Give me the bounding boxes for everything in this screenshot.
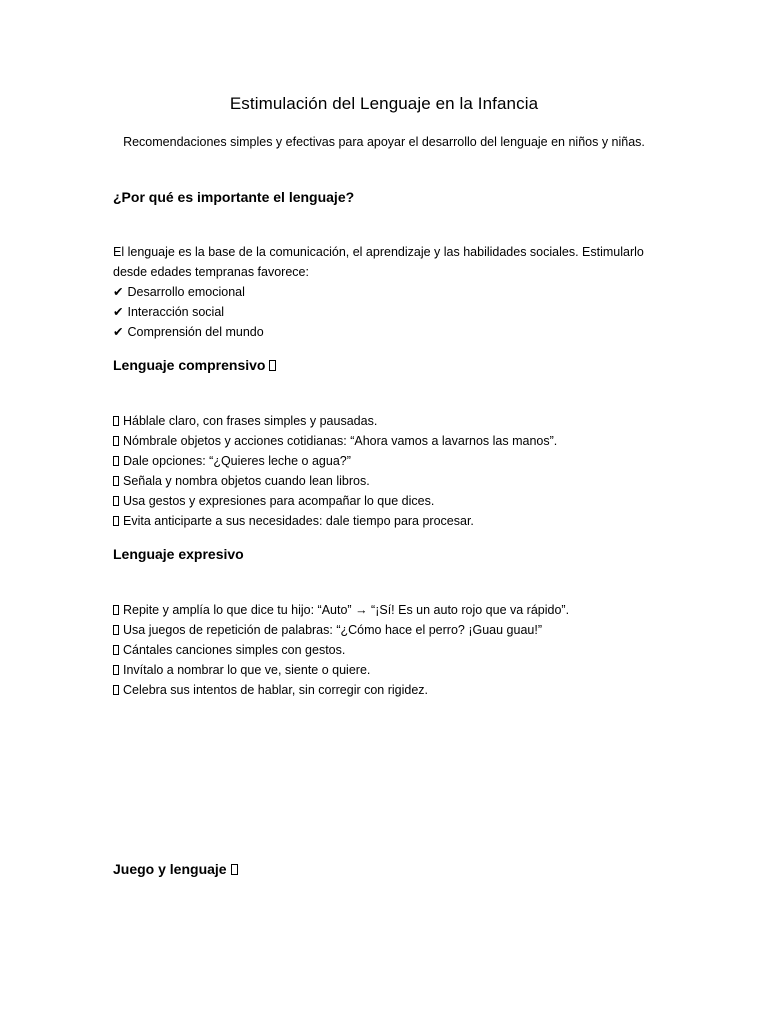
missing-emoji-icon xyxy=(113,605,119,615)
list-item: Usa juegos de repetición de palabras: “¿Cómo hace el perro? ¡Guau guau!” xyxy=(113,620,653,640)
checklist-item: ✔ Desarrollo emocional xyxy=(113,282,653,302)
missing-emoji-icon xyxy=(113,456,119,466)
section-importance-body xyxy=(113,242,653,342)
section-comprehension-list xyxy=(113,411,653,531)
checkmark-icon: ✔ xyxy=(113,285,124,299)
paragraph-line: desde edades tempranas favorece: xyxy=(113,265,309,279)
missing-emoji-icon xyxy=(231,864,238,875)
missing-emoji-icon xyxy=(113,496,119,506)
missing-emoji-icon xyxy=(269,360,276,371)
section-heading-comprehension: Lenguaje comprensivo xyxy=(113,357,276,373)
section-heading-expressive: Lenguaje expresivo xyxy=(113,546,244,562)
missing-emoji-icon xyxy=(113,645,119,655)
paragraph-line: El lenguaje es la base de la comunicación, el aprendizaje y las habilidades sociales. Estimularlo xyxy=(113,245,644,259)
list-item: Repite y amplía lo que dice tu hijo: “Auto” → “¡Sí! Es un auto rojo que va rápido”. xyxy=(113,600,653,620)
document-subtitle: Recomendaciones simples y efectivas para apoyar el desarrollo del lenguaje en niños y niñas. xyxy=(123,135,645,149)
checklist-item: ✔ Interacción social xyxy=(113,302,653,322)
list-item: Nómbrale objetos y acciones cotidianas: “Ahora vamos a lavarnos las manos”. xyxy=(113,431,653,451)
list-item: Celebra sus intentos de hablar, sin corregir con rigidez. xyxy=(113,680,653,700)
checkmark-icon: ✔ xyxy=(113,325,124,339)
missing-emoji-icon xyxy=(113,416,119,426)
section-heading-play: Juego y lenguaje xyxy=(113,861,238,877)
checkmark-icon: ✔ xyxy=(113,305,124,319)
list-item: Cántales canciones simples con gestos. xyxy=(113,640,653,660)
missing-emoji-icon xyxy=(113,665,119,675)
section-heading-importance: ¿Por qué es importante el lenguaje? xyxy=(113,189,355,205)
list-item: Invítalo a nombrar lo que ve, siente o quiere. xyxy=(113,660,653,680)
missing-emoji-icon xyxy=(113,436,119,446)
document-title: Estimulación del Lenguaje en la Infancia xyxy=(229,94,539,113)
missing-emoji-icon xyxy=(113,625,119,635)
missing-emoji-icon xyxy=(113,476,119,486)
list-item: Háblale claro, con frases simples y pausadas. xyxy=(113,411,653,431)
missing-emoji-icon xyxy=(113,516,119,526)
list-item: Señala y nombra objetos cuando lean libros. xyxy=(113,471,653,491)
checklist-item: ✔ Comprensión del mundo xyxy=(113,322,653,342)
list-item: Dale opciones: “¿Quieres leche o agua?” xyxy=(113,451,653,471)
list-item: Usa gestos y expresiones para acompañar lo que dices. xyxy=(113,491,653,511)
section-expressive-list xyxy=(113,600,653,700)
missing-emoji-icon xyxy=(113,685,119,695)
list-item: Evita anticiparte a sus necesidades: dale tiempo para procesar. xyxy=(113,511,653,531)
